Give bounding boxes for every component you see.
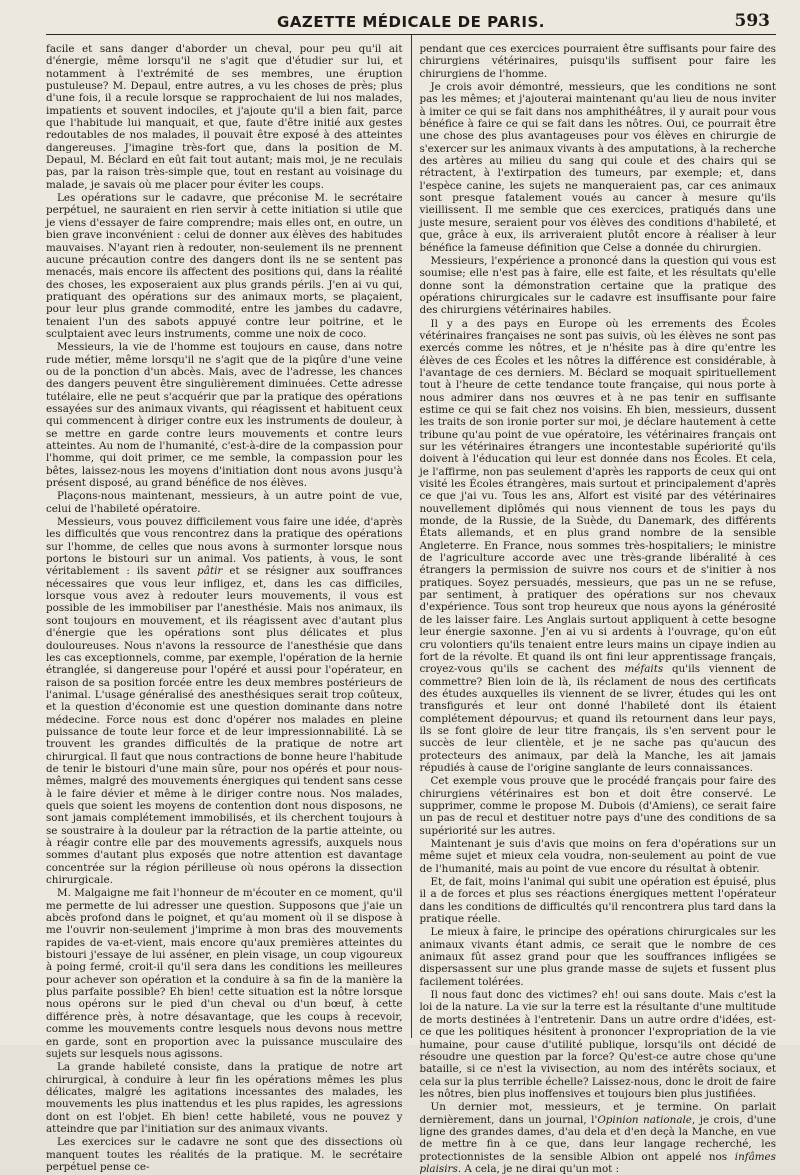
column-divider (411, 35, 412, 1038)
paragraph: pendant que ces exercices pourraient être suffisants pour faire des chirurgiens vétérinaires, puisqu'ils suffisent pour faire les chirurgiens de l'homme. (419, 43, 776, 80)
paragraph: Un dernier mot, messieurs, et je termine. On parlait dernièrement, dans un journal, l'Opinion nationale, je crois, d'une ligne des grandes dames, d'au dela et d'en deçà la Manche, en vue de mettre fin à ce que, dans leur langage recherché, les protectionnistes de la sensible Albion ont appelé nos infâmes plaisirs. A cela, je ne dirai qu'un mot : (419, 1101, 776, 1175)
paragraph: Messieurs, la vie de l'homme est toujours en cause, dans notre rude métier, même lorsqu'il ne s'agit que de la piqûre d'une veine ou de la ponction d'un abcès. Mais, avec de l'adresse, les chances des dangers peuvent être singulièrement diminuées. Cette adresse tutélaire, elle ne peut s'acquérir que par la pratique des opérations essayées sur des animaux vivants, qui réagissent et habituent ceux qui commencent à diriger contre eux les instruments de douleur, à se mettre en garde contre leurs mouvements et contre leurs atteintes. Au nom de l'humanité, c'est-à-dire de la compassion pour l'homme, qui doit primer, ce me semble, la compassion pour les bêtes, laissez-nous les moyens d'initiation dont nous avons jusqu'à présent disposé, au grand bénéfice de nos élèves. (46, 341, 403, 490)
text-columns (46, 43, 776, 1175)
journal-title: GAZETTE MÉDICALE DE PARIS. (277, 13, 545, 31)
paragraph: Messieurs, vous pouvez difficilement vous faire une idée, d'après les difficultés que vous rencontrez dans la pratique des opérations sur l'homme, de celles que nous avons à surmonter lorsque nous portons le bistouri sur un animal. Vos patients, à vous, le sont véritablement : ils savent pâtir et se résigner aux souffrances nécessaires que vous leur infligez, et, dans les cas difficiles, lorsque vous avez à redouter leurs mouvements, il vous est possible de les immobiliser par l'anesthésie. Mais nos animaux, ils sont toujours en mouvement, et ils réagissent avec d'autant plus d'énergie que les opérations sont plus délicates et plus douloureuses. Nous n'avons la ressource de l'anesthésie que dans les cas exceptionnels, comme, par exemple, l'opération de la hernie étranglée, si dangereuse pour l'opéré et aussi pour l'opérateur, en raison de sa position forcée entre les deux membres postérieurs de l'animal. L'usage généralisé des anesthésiques serait trop coûteux, et la question d'économie est une question dominante dans notre médecine. Force nous est donc d'opérer nos malades en pleine puissance de toute leur force et de leur impressionnabilité. Là se trouvent les grandes difficultés de la pratique de notre art chirurgical. Il faut que nous contractions de bonne heure l'habitude de tenir le bistouri d'une main sûre, pour nos opérés et pour nous-mêmes, malgré des mouvements énergiques qui tendent sans cesse à le faire dévier et même à le diriger contre nous. Nos malades, quels que soient les moyens de contention dont nous disposons, ne sont jamais complétement immobilisés, et ils cherchent toujours à se soustraire à la douleur par la rétraction de la partie atteinte, ou à réagir contre elle par des mouvements agressifs, auxquels nous sommes d'autant plus exposés que notre attention est davantage concentrée sur la région périlleuse où nous opérons la dissection chirurgicale. (46, 516, 403, 887)
right-column (419, 43, 777, 1175)
emphasis: méfaits (624, 663, 664, 676)
paragraph: Le mieux à faire, le principe des opérations chirurgicales sur les animaux vivants étant admis, ce serait que le nombre de ces animaux fût assez grand pour que les souffrances infligées se dispersassent sur une plus grande masse de sujets et fussent plus facilement tolérées. (419, 926, 776, 988)
emphasis: Opinion nationale (597, 1113, 692, 1126)
paragraph: Plaçons-nous maintenant, messieurs, à un autre point de vue, celui de l'habileté opératoire. (46, 490, 403, 515)
paragraph: Et, de fait, moins l'animal qui subit une opération est épuisé, plus il a de forces et plus ses réactions énergiques mettent l'opérateur dans les conditions de difficultés qu'il rencontrera plus tard dans la pratique réelle. (419, 876, 776, 926)
paragraph: Maintenant je suis d'avis que moins on fera d'opérations sur un même sujet et mieux cela voudra, non-seulement au point de vue de l'humanité, mais au point de vue encore du résultat à obtenir. (419, 838, 776, 875)
paragraph: La grande habileté consiste, dans la pratique de notre art chirurgical, à conduire à leur fin les opérations mêmes les plus délicates, malgré les agitations incessantes des malades, les mouvements les plus inattendus et les plus rapides, les agressions dont on est l'objet. Eh bien! cette habileté, vous ne pouvez y atteindre que par l'initiation sur des animaux vivants. (46, 1061, 403, 1135)
paragraph: Les exercices sur le cadavre ne sont que des dissections où manquent toutes les réalités de la pratique. M. le secrétaire perpétuel pense ce- (46, 1136, 403, 1173)
paragraph: Je crois avoir démontré, messieurs, que les conditions ne sont pas les mêmes; et j'ajouterai maintenant qu'au lieu de nous inviter à imiter ce qui se fait dans nos amphithéâtres, il y aurait pour vous bénéfice à faire ce qui se fait dans les nôtres. Oui, ce pourrait être une chose des plus avantageuses pour vos élèves en chirurgie de s'exercer sur les animaux vivants à des amputations, à la recherche des artères au milieu du sang qui coule et des chairs qui se rétractent, à l'extirpation des tumeurs, par exemple; et, dans l'espèce canine, les sujets ne manqueraient pas, car ces animaux sont presque fatalement voués au cancer à mesure qu'ils vieillissent. Il me semble que ces exercices, pratiqués dans une juste mesure, seraient pour vos élèves des conditions d'habileté, et que, grâce à eux, ils arriveraient plutôt encore à réaliser à leur bénéfice la fameuse définition que Celse a donnée du chirurgien. (419, 81, 776, 254)
paragraph: M. Malgaigne me fait l'honneur de m'écouter en ce moment, qu'il me permette de lui adresser une question. Supposons que j'aie un abcès profond dans le poignet, et qu'au moment où il se dispose à me l'ouvrir non-seulement j'imprime à mon bras des mouvements rapides de va-et-vient, mais encore qu'aux premières atteintes du bistouri j'essaye de lui asséner, en plein visage, un coup vigoureux à poing fermé, croit-il qu'il sera dans les conditions les meilleures pour achever son opération et la conduire à sa fin de la manière la plus parfaite possible? Eh bien! cette situation est la nôtre lorsque nous opérons sur le pied d'un cheval ou d'un bœuf, à cette différence près, à notre désavantage, que les coups à recevoir, comme les mouvements contre lesquels nous devons nous mettre en garde, sont en proportion avec la puissance musculaire des sujets sur lesquels nous agissons. (46, 887, 403, 1060)
emphasis: infâmes plaisirs (419, 1150, 776, 1175)
paragraph: Les opérations sur le cadavre, que préconise M. le secrétaire perpétuel, ne sauraient en rien servir à cette initiation si utile que je viens d'essayer de faire comprendre; mais elles ont, en outre, un bien grave inconvénient : celui de donner aux élèves des habitudes mauvaises. N'ayant rien à redouter, non-seulement ils ne prennent aucune précaution contre des dangers dont ils ne se sentent pas menacés, mais encore ils affectent des positions qui, dans la réalité des choses, les exposeraient aux plus grands périls. J'en ai vu qui, pratiquant des opérations sur des animaux morts, se plaçaient, pour leur plus grande commodité, entre les jambes du cadavre, tenaient l'un des sabots appuyé contre leur poitrine, et le sculptaient avec leurs instruments, comme une noix de coco. (46, 192, 403, 340)
paragraph: Cet exemple vous prouve que le procédé français pour faire des chirurgiens vétérinaires est bon et doit être conservé. Le supprimer, comme le propose M. Dubois (d'Amiens), ce serait faire un pas de recul et destituer notre pays d'une des conditions de sa supériorité sur les autres. (419, 775, 776, 837)
paragraph: Il y a des pays en Europe où les errements des Écoles vétérinaires françaises ne sont pas suivis, où les élèves ne sont pas exercés comme les nôtres, et je n'hésite pas à dire qu'entre les élèves de ces Écoles et les nôtres la différence est considérable, à l'avantage de ces derniers. M. Béclard se moquait spirituellement tout à l'heure de cette tendance toute française, qui nous porte à nous admirer dans nos œuvres et à ne pas tenir en suffisante estime ce qui se fait chez nos voisins. Eh bien, messieurs, dussent les traits de son ironie porter sur moi, je déclare hautement à cette tribune qu'au point de vue opératoire, les vétérinaires français ont sur les vétérinaires étrangers une incontestable supériorité qu'ils doivent à l'éducation qui leur est donnée dans nos Écoles. Et cela, je l'affirme, non pas seulement d'après les rapports de ceux qui ont visité les Écoles étrangères, mais surtout et principalement d'après ce que j'ai vu. Tous les ans, Alfort est visité par des vétérinaires nouvellement diplômés qui nous viennent de tous les pays du monde, de la Russie, de la Suède, du Danemark, des différents États allemands, et en plus grand nombre de la sensible Angleterre. En France, nous sommes très-hospitaliers; le ministre de l'agriculture accorde avec une très-grande libéralité à ces étrangers la permission de suivre nos cours et de s'initier à nos pratiques. Soyez persuadés, messieurs, que pas un ne se refuse, par sentiment, à pratiquer des opérations sur nos chevaux d'expérience. Tous sont trop heureux que nous ayons la générosité de les laisser faire. Les Anglais surtout appliquent à cette besogne leur énergie saxonne. J'en ai vu si ardents à l'ouvrage, qu'on eût cru volontiers qu'ils tenaient entre leurs mains un cipaye indien au fort de la révolte. Et quand ils ont fini leur apprentissage français, croyez-vous qu'ils se cachent des méfaits qu'ils viennent de commettre? Bien loin de là, ils réclament de nous des certificats des études auxquelles ils viennent de se livrer, études qui les ont transfigurés et leur ont donné l'habileté dont ils étaient complétement dépourvus; et quand ils retournent dans leur pays, ils se font gloire de leur titre français, ils s'en servent pour le succès de leur clientèle, et je ne sache pas qu'aucun des protecteurs des animaux, par delà la Manche, les ait jamais répudiés à cause de l'origine sanglante de leurs connaissances. (419, 317, 776, 774)
paragraph: Il nous faut donc des victimes? eh! oui sans doute. Mais c'est la loi de la nature. La vie sur la terre est la résultante d'une multitude de morts destinées à l'entretenir. Dans un autre ordre d'idées, est-ce que les politiques hésitent à prononcer l'expropriation de la vie humaine, pour cause d'utilité publique, lorsqu'ils ont décidé de résoudre une question par la force? Qu'est-ce autre chose qu'une bataille, si ce n'est la vivisection, au nom des intérêts sociaux, et cela sur la plus terrible échelle? Laissez-nous, donc le droit de faire les nôtres, bien plus inoffensives et toujours bien plus justifiées. (419, 989, 776, 1100)
paragraph: facile et sans danger d'aborder un cheval, pour peu qu'il ait d'énergie, même lorsqu'il ne s'agit que d'étudier sur lui, et notamment à l'extrémité de ses membres, une éruption pustuleuse? M. Depaul, entre autres, a vu les choses de près; plus d'une fois, il a recule lorsque se rapprochaient de lui nos malades, impatients et souvent indociles, et j'ajoute qu'il a bien fait, parce que l'habitude lui manquait, et que, faute d'être initié aux gestes redoutables de nos malades, il pouvait être exposé à des atteintes dangereuses. J'imagine très-fort que, dans la position de M. Depaul, M. Béclard en eût fait tout autant; mais moi, je ne reculais pas, par la raison très-simple que, tout en restant au voisinage du malade, je savais où me placer pour éviter les coups. (46, 43, 403, 191)
paragraph: Messieurs, l'expérience a prononcé dans la question qui vous est soumise; elle n'est pas à faire, elle est faite, et les résultats qu'elle donne sont la démonstration certaine que la pratique des opérations chirurgicales sur le cadavre est insuffisante pour faire des chirurgiens vétérinaires habiles. (419, 254, 776, 317)
left-column (46, 43, 403, 1173)
running-head (46, 10, 776, 35)
emphasis: pâtir (197, 565, 223, 578)
page-number: 593 (734, 11, 770, 31)
